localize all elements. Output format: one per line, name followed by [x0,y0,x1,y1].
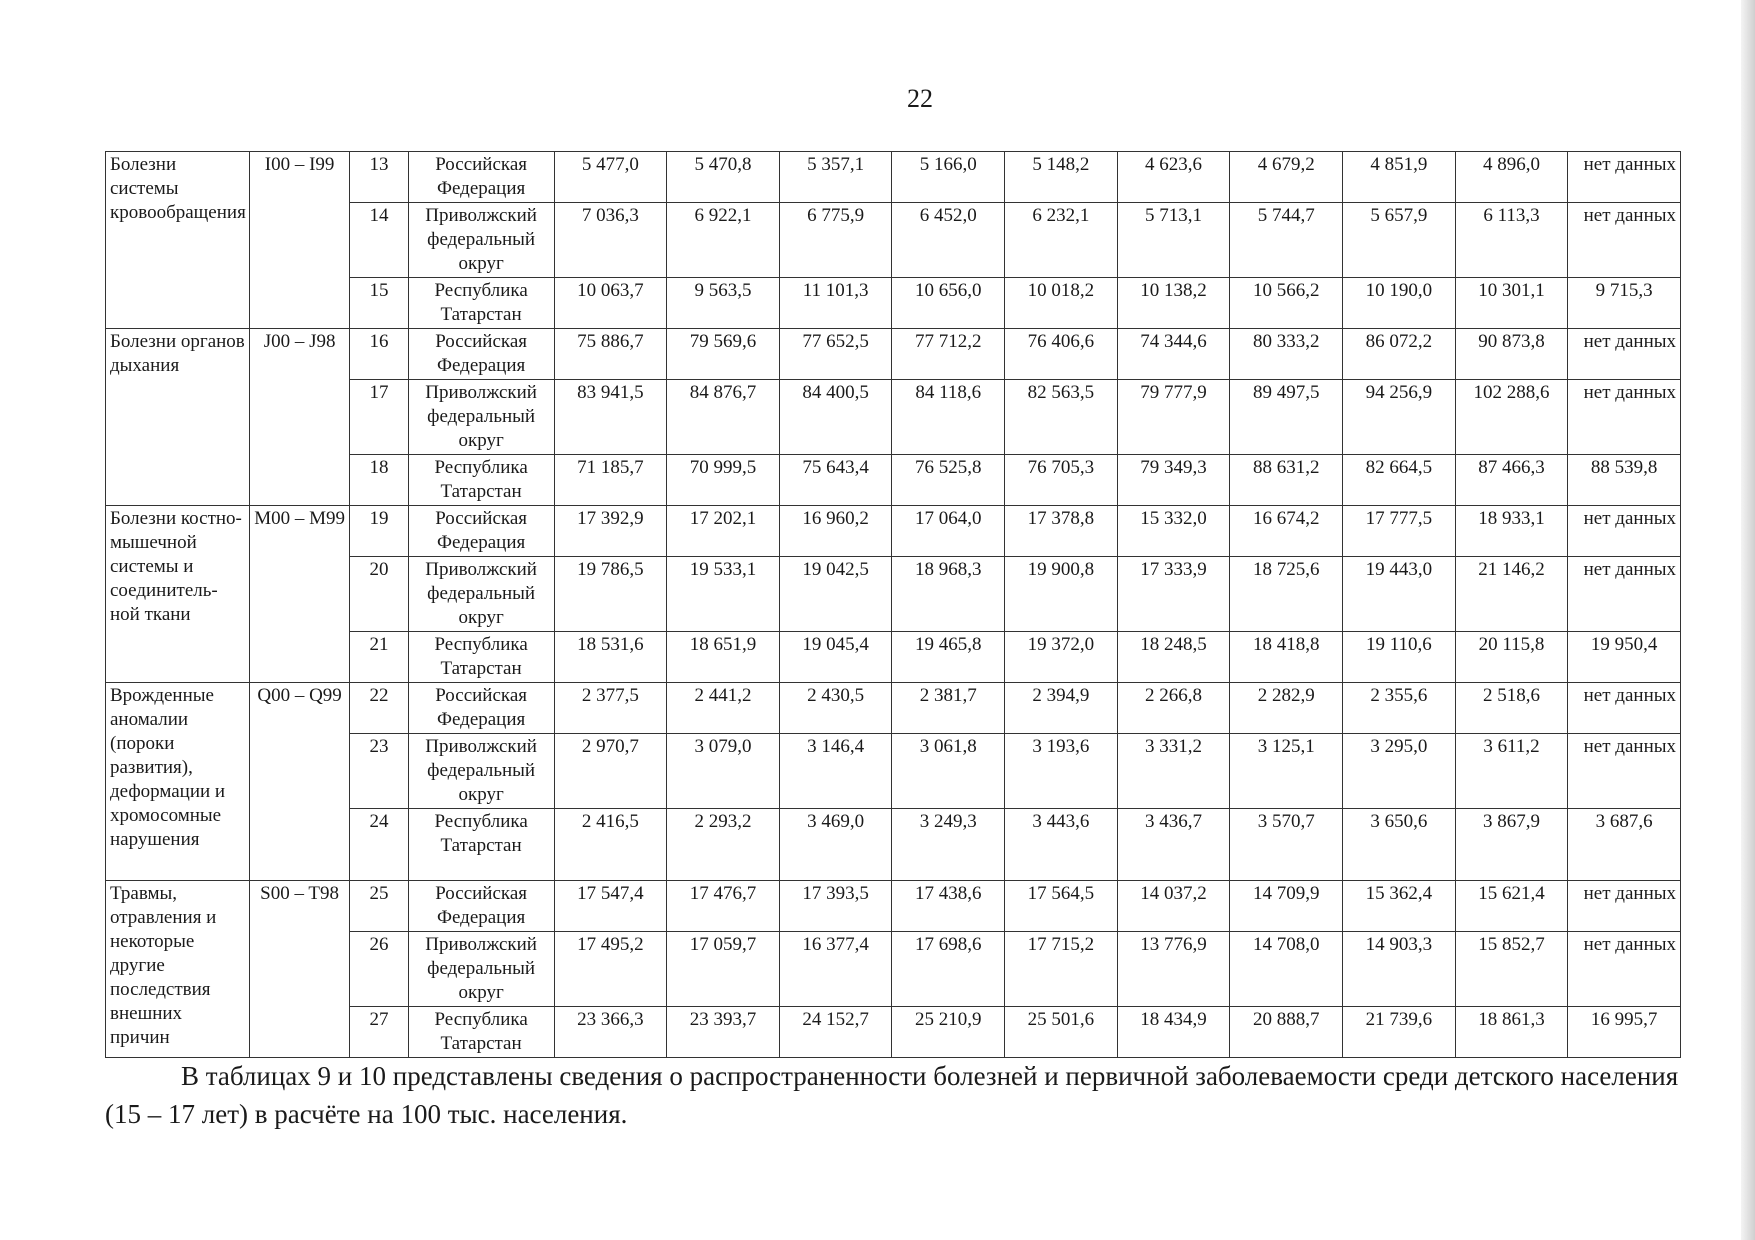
value-cell: 18 968,3 [892,557,1005,632]
region-name: Республика Татарстан [408,809,554,881]
row-number: 20 [350,557,408,632]
value-cell: 3 295,0 [1343,734,1456,809]
page-number: 22 [907,84,933,113]
value-cell: 6 232,1 [1005,203,1118,278]
value-cell: 3 125,1 [1230,734,1343,809]
value-cell: 21 146,2 [1455,557,1568,632]
value-cell: 19 042,5 [779,557,892,632]
value-cell: нет данных [1568,203,1681,278]
value-cell: 19 900,8 [1005,557,1118,632]
value-cell: 77 712,2 [892,329,1005,380]
value-cell: 4 679,2 [1230,152,1343,203]
disease-group-name: Травмы, отравления и некоторые другие последствия внешних причин [106,881,250,1058]
region-name: Российская Федерация [408,329,554,380]
value-cell: 94 256,9 [1343,380,1456,455]
value-cell: 2 394,9 [1005,683,1118,734]
value-cell: 3 079,0 [667,734,780,809]
icd-code-range: I00 – I99 [249,152,350,329]
value-cell: 3 570,7 [1230,809,1343,881]
value-cell: 19 045,4 [779,632,892,683]
region-name: Приволжский федеральный округ [408,932,554,1007]
value-cell: 15 621,4 [1455,881,1568,932]
region-name: Российская Федерация [408,683,554,734]
value-cell: 3 061,8 [892,734,1005,809]
value-cell: нет данных [1568,152,1681,203]
value-cell: нет данных [1568,329,1681,380]
row-number: 24 [350,809,408,881]
value-cell: 3 193,6 [1005,734,1118,809]
value-cell: 88 539,8 [1568,455,1681,506]
value-cell: 77 652,5 [779,329,892,380]
value-cell: 14 708,0 [1230,932,1343,1007]
value-cell: 10 018,2 [1005,278,1118,329]
page-edge [1741,0,1755,1240]
value-cell: 76 525,8 [892,455,1005,506]
value-cell: 17 438,6 [892,881,1005,932]
value-cell: нет данных [1568,506,1681,557]
value-cell: 2 377,5 [554,683,667,734]
table-body [106,152,1681,1058]
value-cell: 10 656,0 [892,278,1005,329]
value-cell: 10 063,7 [554,278,667,329]
statistics-table [105,151,1681,1058]
icd-code-range: J00 – J98 [249,329,350,506]
value-cell: 6 922,1 [667,203,780,278]
table-row [106,506,1681,557]
value-cell: 90 873,8 [1455,329,1568,380]
value-cell: нет данных [1568,557,1681,632]
row-number: 14 [350,203,408,278]
value-cell: 19 443,0 [1343,557,1456,632]
value-cell: 5 713,1 [1117,203,1230,278]
value-cell: 102 288,6 [1455,380,1568,455]
value-cell: 19 372,0 [1005,632,1118,683]
value-cell: 19 950,4 [1568,632,1681,683]
table-row [106,683,1681,734]
value-cell: 3 611,2 [1455,734,1568,809]
icd-code-range: M00 – M99 [249,506,350,683]
value-cell: 3 867,9 [1455,809,1568,881]
value-cell: 79 569,6 [667,329,780,380]
value-cell: 18 933,1 [1455,506,1568,557]
value-cell: 3 146,4 [779,734,892,809]
region-name: Приволжский федеральный округ [408,203,554,278]
row-number: 27 [350,1007,408,1058]
row-number: 19 [350,506,408,557]
value-cell: 17 202,1 [667,506,780,557]
value-cell: 3 331,2 [1117,734,1230,809]
value-cell: 79 777,9 [1117,380,1230,455]
value-cell: 23 366,3 [554,1007,667,1058]
value-cell: 15 362,4 [1343,881,1456,932]
value-cell: 80 333,2 [1230,329,1343,380]
value-cell: 5 470,8 [667,152,780,203]
value-cell: 88 631,2 [1230,455,1343,506]
value-cell: 84 400,5 [779,380,892,455]
row-number: 15 [350,278,408,329]
value-cell: 17 333,9 [1117,557,1230,632]
value-cell: 14 709,9 [1230,881,1343,932]
icd-code-range: S00 – T98 [249,881,350,1058]
value-cell: 84 876,7 [667,380,780,455]
value-cell: 16 995,7 [1568,1007,1681,1058]
value-cell: 3 443,6 [1005,809,1118,881]
value-cell: 10 138,2 [1117,278,1230,329]
footer-paragraph: В таблицах 9 и 10 представлены сведения о распространенности болезней и первичной заболеваемости среди детского населения (15 – 17 лет) в расчёте на 100 тыс. населения. [105,1061,1679,1129]
value-cell: 17 393,5 [779,881,892,932]
value-cell: 17 392,9 [554,506,667,557]
value-cell: 2 430,5 [779,683,892,734]
value-cell: 5 477,0 [554,152,667,203]
value-cell: 3 687,6 [1568,809,1681,881]
region-name: Приволжский федеральный округ [408,380,554,455]
value-cell: 18 418,8 [1230,632,1343,683]
value-cell: 5 166,0 [892,152,1005,203]
value-cell: 18 725,6 [1230,557,1343,632]
region-name: Республика Татарстан [408,1007,554,1058]
value-cell: 10 301,1 [1455,278,1568,329]
value-cell: 5 148,2 [1005,152,1118,203]
value-cell: 14 037,2 [1117,881,1230,932]
value-cell: 5 744,7 [1230,203,1343,278]
region-name: Российская Федерация [408,881,554,932]
value-cell: 3 469,0 [779,809,892,881]
value-cell: 17 495,2 [554,932,667,1007]
row-number: 18 [350,455,408,506]
region-name: Республика Татарстан [408,632,554,683]
value-cell: 15 852,7 [1455,932,1568,1007]
value-cell: 6 113,3 [1455,203,1568,278]
row-number: 21 [350,632,408,683]
disease-group-name: Болезни органов дыхания [106,329,250,506]
value-cell: 18 531,6 [554,632,667,683]
value-cell: 5 357,1 [779,152,892,203]
value-cell: 75 643,4 [779,455,892,506]
value-cell: 10 190,0 [1343,278,1456,329]
value-cell: 76 705,3 [1005,455,1118,506]
value-cell: нет данных [1568,380,1681,455]
value-cell: 82 563,5 [1005,380,1118,455]
value-cell: нет данных [1568,734,1681,809]
value-cell: 4 623,6 [1117,152,1230,203]
value-cell: 2 518,6 [1455,683,1568,734]
value-cell: 9 563,5 [667,278,780,329]
value-cell: 18 248,5 [1117,632,1230,683]
value-cell: 17 715,2 [1005,932,1118,1007]
row-number: 25 [350,881,408,932]
region-name: Республика Татарстан [408,278,554,329]
value-cell: 17 698,6 [892,932,1005,1007]
value-cell: 18 861,3 [1455,1007,1568,1058]
value-cell: 19 786,5 [554,557,667,632]
value-cell: 4 851,9 [1343,152,1456,203]
value-cell: 17 476,7 [667,881,780,932]
row-number: 16 [350,329,408,380]
value-cell: 20 888,7 [1230,1007,1343,1058]
value-cell: 19 533,1 [667,557,780,632]
region-name: Российская Федерация [408,506,554,557]
disease-group-name: Болезни системы кровообращения [106,152,250,329]
value-cell: 11 101,3 [779,278,892,329]
value-cell: 83 941,5 [554,380,667,455]
value-cell: 17 059,7 [667,932,780,1007]
value-cell: 5 657,9 [1343,203,1456,278]
row-number: 23 [350,734,408,809]
table-row [106,152,1681,203]
value-cell: 14 903,3 [1343,932,1456,1007]
value-cell: 2 355,6 [1343,683,1456,734]
value-cell: 23 393,7 [667,1007,780,1058]
region-name: Приволжский федеральный округ [408,734,554,809]
value-cell: 17 378,8 [1005,506,1118,557]
value-cell: 71 185,7 [554,455,667,506]
value-cell: 2 441,2 [667,683,780,734]
value-cell: 6 452,0 [892,203,1005,278]
value-cell: 86 072,2 [1343,329,1456,380]
value-cell: 15 332,0 [1117,506,1230,557]
value-cell: 2 970,7 [554,734,667,809]
value-cell: 4 896,0 [1455,152,1568,203]
value-cell: 17 564,5 [1005,881,1118,932]
value-cell: 18 434,9 [1117,1007,1230,1058]
row-number: 26 [350,932,408,1007]
value-cell: 2 381,7 [892,683,1005,734]
value-cell: 16 674,2 [1230,506,1343,557]
value-cell: 9 715,3 [1568,278,1681,329]
value-cell: 3 249,3 [892,809,1005,881]
row-number: 17 [350,380,408,455]
value-cell: 16 960,2 [779,506,892,557]
value-cell: 18 651,9 [667,632,780,683]
row-number: 13 [350,152,408,203]
value-cell: 25 210,9 [892,1007,1005,1058]
value-cell: 3 436,7 [1117,809,1230,881]
value-cell: 20 115,8 [1455,632,1568,683]
region-name: Республика Татарстан [408,455,554,506]
value-cell: нет данных [1568,932,1681,1007]
value-cell: 82 664,5 [1343,455,1456,506]
value-cell: 19 110,6 [1343,632,1456,683]
value-cell: 16 377,4 [779,932,892,1007]
value-cell: 89 497,5 [1230,380,1343,455]
value-cell: 24 152,7 [779,1007,892,1058]
value-cell: 2 282,9 [1230,683,1343,734]
value-cell: 84 118,6 [892,380,1005,455]
region-name: Приволжский федеральный округ [408,557,554,632]
region-name: Российская Федерация [408,152,554,203]
table-row [106,329,1681,380]
row-number: 22 [350,683,408,734]
value-cell: 74 344,6 [1117,329,1230,380]
value-cell: 2 416,5 [554,809,667,881]
value-cell: 7 036,3 [554,203,667,278]
disease-group-name: Врожденные аномалии (пороки развития), деформации и хромосомные нарушения [106,683,250,881]
value-cell: 87 466,3 [1455,455,1568,506]
value-cell: нет данных [1568,683,1681,734]
value-cell: 2 266,8 [1117,683,1230,734]
value-cell: 25 501,6 [1005,1007,1118,1058]
value-cell: 19 465,8 [892,632,1005,683]
value-cell: 21 739,6 [1343,1007,1456,1058]
value-cell: 76 406,6 [1005,329,1118,380]
value-cell: 17 064,0 [892,506,1005,557]
value-cell: 17 547,4 [554,881,667,932]
value-cell: 17 777,5 [1343,506,1456,557]
value-cell: 2 293,2 [667,809,780,881]
disease-group-name: Болезни костно-мышечной системы и соединитель-ной ткани [106,506,250,683]
value-cell: 75 886,7 [554,329,667,380]
value-cell: 13 776,9 [1117,932,1230,1007]
table-row [106,881,1681,932]
value-cell: нет данных [1568,881,1681,932]
value-cell: 3 650,6 [1343,809,1456,881]
icd-code-range: Q00 – Q99 [249,683,350,881]
value-cell: 6 775,9 [779,203,892,278]
value-cell: 70 999,5 [667,455,780,506]
value-cell: 10 566,2 [1230,278,1343,329]
value-cell: 79 349,3 [1117,455,1230,506]
